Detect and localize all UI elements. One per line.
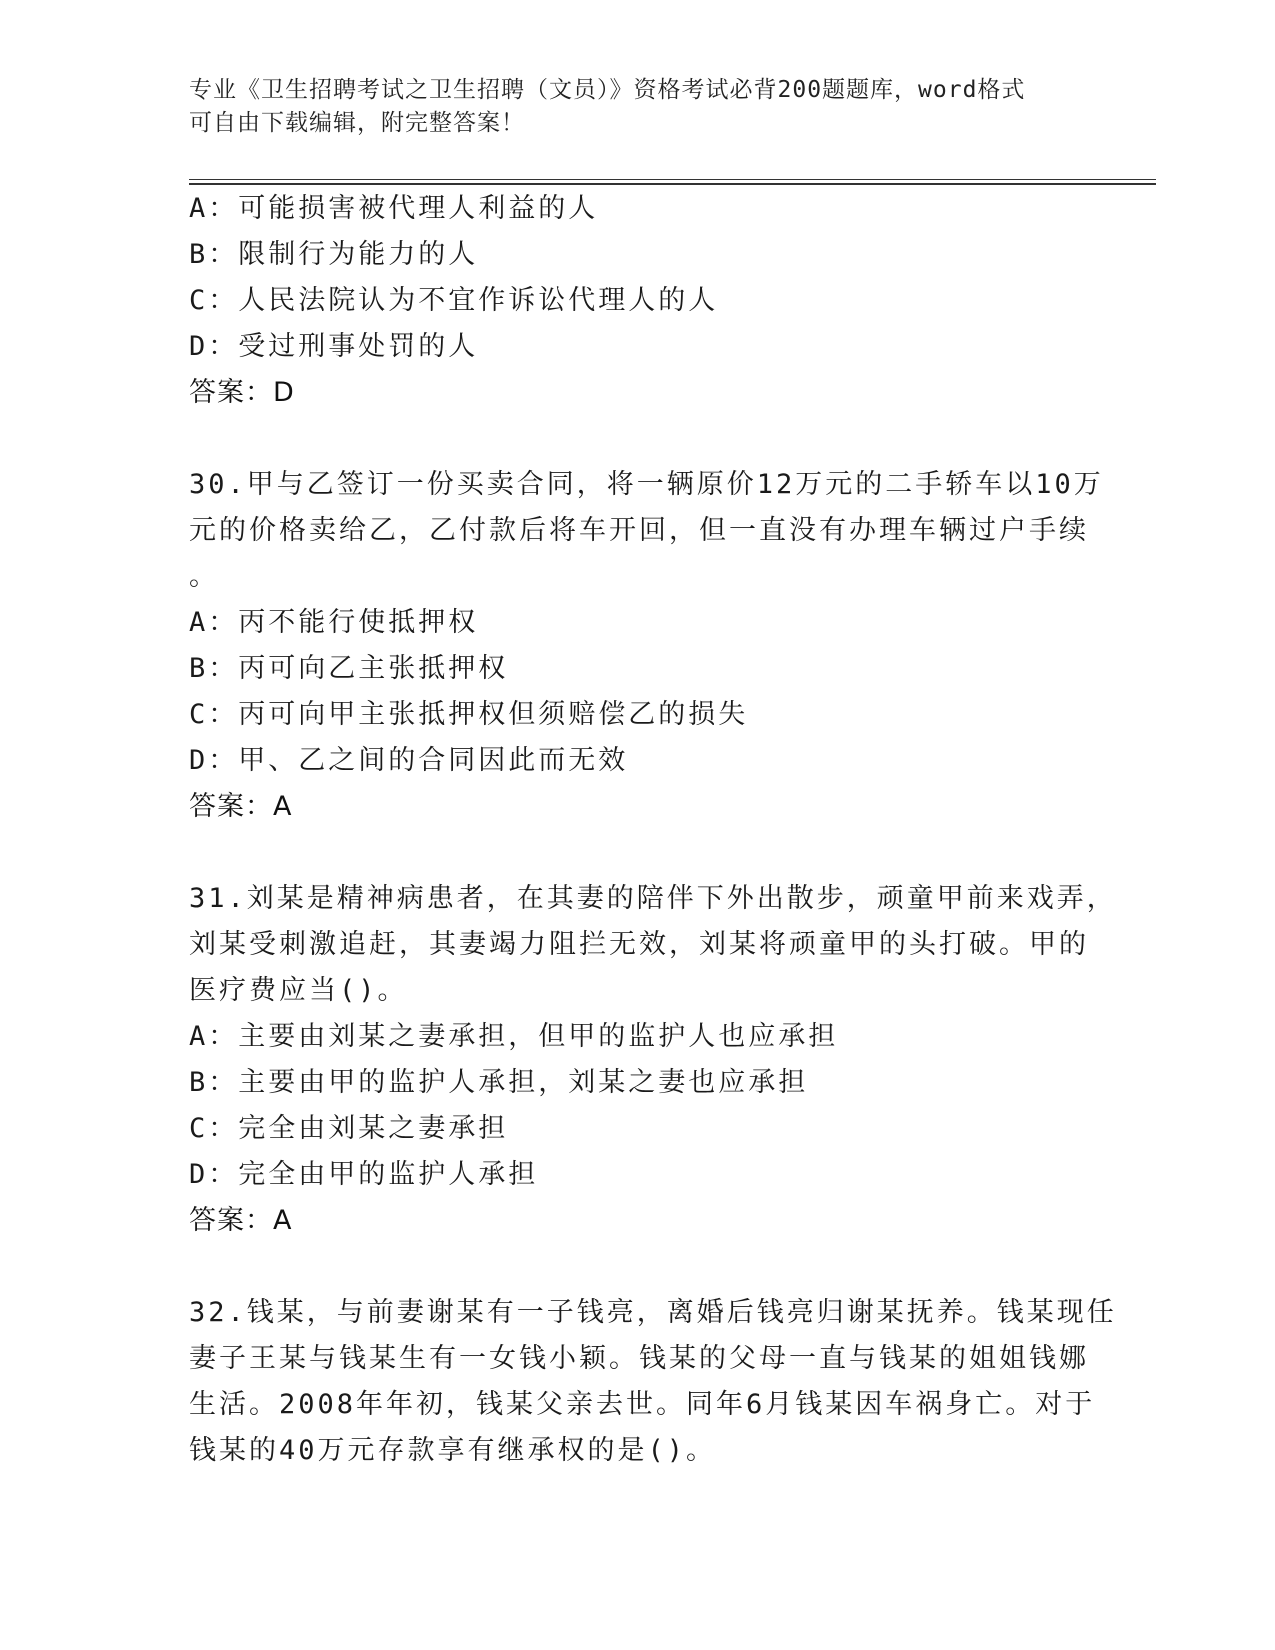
option-b: B：主要由甲的监护人承担，刘某之妻也应承担 [189,1067,809,1098]
header-line-1: 专业《卫生招聘考试之卫生招聘（文员）》资格考试必背200题题库，word格式 [189,77,1026,103]
document-header [189,74,1089,140]
option-a: A：主要由刘某之妻承担，但甲的监护人也应承担 [189,1021,839,1052]
question-30-block [189,462,1104,830]
question-text-line: 元的价格卖给乙，乙付款后将车开回，但一直没有办理车辆过户手续 [189,515,1089,546]
option-d: D：完全由甲的监护人承担 [189,1159,539,1190]
header-divider-thick [189,183,1156,185]
question-31-block [189,876,1117,1244]
header-line-2: 可自由下载编辑，附完整答案！ [189,110,525,136]
option-b: B：限制行为能力的人 [189,239,479,270]
question-text-line: 妻子王某与钱某生有一女钱小颖。钱某的父母一直与钱某的姐姐钱娜 [189,1343,1089,1374]
question-text-line: 刘某受刺激追赶，其妻竭力阻拦无效，刘某将顽童甲的头打破。甲的 [189,929,1089,960]
answer-line: 答案：A [189,1205,293,1236]
answer-line: 答案：A [189,791,293,822]
question-text-line: 32.钱某，与前妻谢某有一子钱亮，离婚后钱亮归谢某抚养。钱某现任 [189,1297,1117,1328]
question-text-line: 。 [189,561,219,592]
question-29-block [189,186,1089,416]
header-divider-thin [189,179,1156,180]
option-a: A：可能损害被代理人利益的人 [189,193,599,224]
question-32-block [189,1290,1117,1474]
option-a: A：丙不能行使抵押权 [189,607,479,638]
answer-line: 答案：D [189,377,295,408]
question-text-line: 生活。2008年年初，钱某父亲去世。同年6月钱某因车祸身亡。对于 [189,1389,1096,1420]
spacer [189,416,1089,462]
question-text-line: 31.刘某是精神病患者，在其妻的陪伴下外出散步，顽童甲前来戏弄， [189,883,1117,914]
option-d: D：受过刑事处罚的人 [189,331,479,362]
question-content [189,186,1117,1474]
question-text-line: 30.甲与乙签订一份买卖合同，将一辆原价12万元的二手轿车以10万 [189,469,1104,500]
spacer [189,1244,1089,1290]
question-text-line: 钱某的40万元存款享有继承权的是()。 [189,1435,717,1466]
option-b: B：丙可向乙主张抵押权 [189,653,509,684]
option-c: C：丙可向甲主张抵押权但须赔偿乙的损失 [189,699,749,730]
option-c: C：人民法院认为不宜作诉讼代理人的人 [189,285,719,316]
question-text-line: 医疗费应当()。 [189,975,408,1006]
option-d: D：甲、乙之间的合同因此而无效 [189,745,629,776]
option-c: C：完全由刘某之妻承担 [189,1113,509,1144]
spacer [189,830,1089,876]
